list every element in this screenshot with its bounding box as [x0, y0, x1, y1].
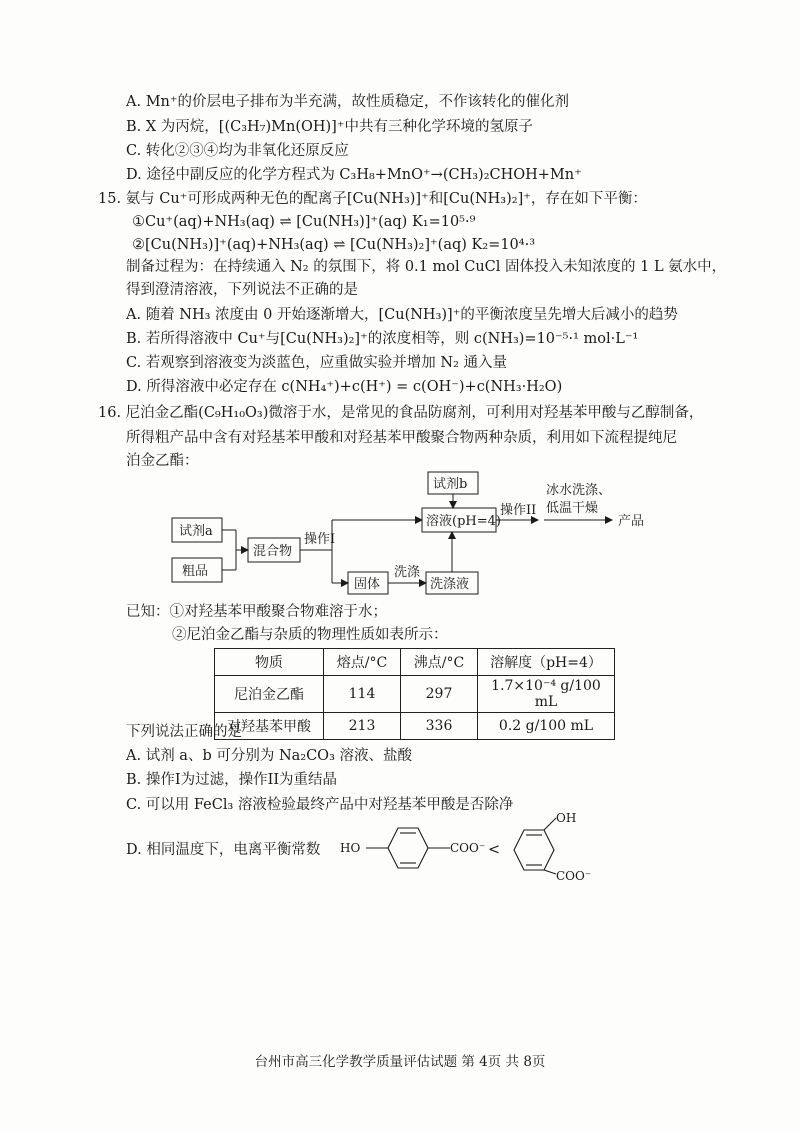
table-cell: 1.7×10⁻⁴ g/100 mL — [478, 676, 615, 713]
label-solid: 固体 — [354, 577, 381, 592]
struct1-coo-label: COO⁻ — [450, 841, 486, 855]
table-cell: 297 — [401, 676, 478, 713]
salicylate-structure — [500, 808, 610, 888]
label-solution: 溶液(pH=4) — [426, 514, 501, 529]
struct2-coo-label: COO⁻ — [556, 869, 592, 883]
label-mixture: 混合物 — [253, 544, 293, 559]
q15-option-d: D. 所得溶液中必定存在 c(NH₄⁺)+c(H⁺) = c(OH⁻)+c(NH₃·H₂O) — [126, 379, 563, 395]
page-footer: 台州市高三化学教学质量评估试题 第 4页 共 8页 — [254, 1054, 546, 1070]
table-header: 沸点/°C — [401, 649, 478, 676]
q15-option-a: A. 随着 NH₃ 浓度由 0 开始逐渐增大，[Cu(NH₃)]⁺的平衡浓度呈先增大后减小的趋势 — [126, 307, 678, 323]
label-operation-1: 操作I — [304, 532, 336, 547]
table-header: 物质 — [215, 649, 324, 676]
q14-option-c: C. 转化②③④均为非氧化还原反应 — [126, 143, 349, 159]
table-cell: 336 — [401, 713, 478, 740]
q15-stem-2: 制备过程为：在持续通入 N₂ 的氛围下，将 0.1 mol CuCl 固体投入未知浓度的 1 L 氨水中， — [126, 259, 727, 275]
q16-stem-1: 16. 尼泊金乙酯(C₉H₁₀O₃)微溶于水，是常见的食品防腐剂，可利用对羟基苯甲酸与乙醇制备， — [98, 405, 704, 421]
label-reagent-b: 试剂b — [433, 477, 468, 492]
q14-option-b: B. X 为丙烷，[(C₃H₇)Mn(OH)]⁺中共有三种化学环境的氢原子 — [126, 119, 533, 135]
q16-stem-3: 泊金乙酯： — [126, 453, 199, 469]
q16-stem-2: 所得粗产品中含有对羟基苯甲酸和对羟基苯甲酸聚合物两种杂质，利用如下流程提纯尼 — [126, 430, 677, 446]
table-row — [215, 713, 615, 740]
table-cell: 对羟基苯甲酸 — [215, 713, 324, 740]
label-wash-line-2: 低温干燥 — [546, 501, 599, 516]
table-header-row — [215, 649, 615, 676]
q15-equilibrium-2: ②[Cu(NH₃)]⁺(aq)+NH₃(aq) ⇌ [Cu(NH₃)₂]⁺(aq) K₂=10⁴·³ — [132, 237, 536, 253]
q15-equilibrium-1: ①Cu⁺(aq)+NH₃(aq) ⇌ [Cu(NH₃)]⁺(aq) K₁=10⁵·⁹ — [132, 214, 476, 230]
table-header: 熔点/°C — [324, 649, 401, 676]
q14-option-d: D. 途径中副反应的化学方程式为 C₃H₈+MnO⁺→(CH₃)₂CHOH+Mn⁺ — [126, 167, 582, 183]
label-wash-liquid: 洗涤液 — [430, 577, 470, 592]
table-cell: 213 — [324, 713, 401, 740]
q16-option-c: C. 可以用 FeCl₃ 溶液检验最终产品中对羟基苯甲酸是否除净 — [126, 797, 514, 813]
q16-option-d: D. 相同温度下，电离平衡常数 — [126, 842, 321, 858]
label-operation-2: 操作II — [500, 503, 537, 518]
q15-option-c: C. 若观察到溶液变为淡蓝色，应重做实验并增加 N₂ 通入量 — [126, 355, 508, 371]
table-cell: 114 — [324, 676, 401, 713]
q16-option-a: A. 试剂 a、b 可分别为 Na₂CO₃ 溶液、盐酸 — [126, 748, 412, 764]
q16-question: 下列说法正确的是 — [126, 724, 242, 740]
label-product: 产品 — [618, 514, 645, 529]
para-hydroxybenzoate-structure — [338, 820, 488, 880]
label-wash-line-1: 冰水洗涤、 — [546, 483, 612, 498]
properties-table — [214, 648, 615, 740]
label-reagent-a: 试剂a — [179, 524, 213, 539]
q16-known-1: 已知：①对羟基苯甲酸聚合物难溶于水； — [126, 604, 387, 620]
label-wash: 洗涤 — [394, 565, 421, 580]
purification-flowchart — [160, 468, 680, 602]
q14-option-a: A. Mn⁺的价层电子排布为半充满，故性质稳定，不作该转化的催化剂 — [126, 94, 570, 110]
q15-stem-3: 得到澄清溶液，下列说法不正确的是 — [126, 282, 358, 298]
less-than-sign: < — [488, 842, 501, 858]
q15-stem-1: 15. 氨与 Cu⁺可形成两种无色的配离子[Cu(NH₃)]⁺和[Cu(NH₃)₂]⁺，存在如下平衡： — [98, 191, 647, 207]
label-crude: 粗品 — [182, 564, 209, 579]
struct1-ho-label: HO — [340, 841, 361, 855]
table-header: 溶解度（pH=4） — [478, 649, 615, 676]
struct2-oh-label: OH — [556, 811, 577, 825]
q16-option-b: B. 操作I为过滤，操作II为重结晶 — [126, 772, 338, 788]
table-cell: 0.2 g/100 mL — [478, 713, 615, 740]
table-cell: 尼泊金乙酯 — [215, 676, 324, 713]
table-row — [215, 676, 615, 713]
q15-option-b: B. 若所得溶液中 Cu⁺与[Cu(NH₃)₂]⁺的浓度相等，则 c(NH₃)=10⁻⁵·¹ mol·L⁻¹ — [126, 331, 639, 347]
q16-known-2: ②尼泊金乙酯与杂质的物理性质如表所示： — [172, 627, 448, 643]
